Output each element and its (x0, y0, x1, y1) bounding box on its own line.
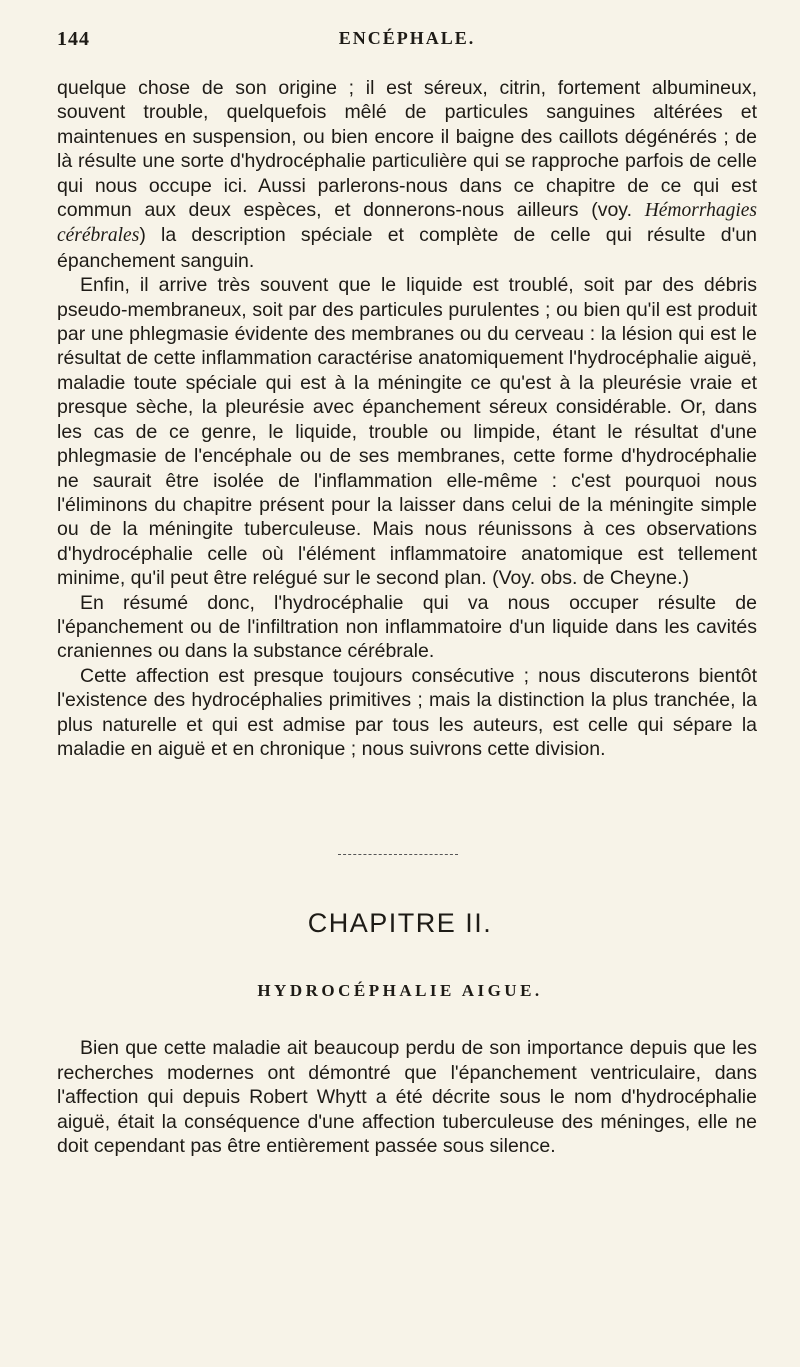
body-text (57, 76, 757, 761)
paragraph-3: En résumé donc, l'hydrocéphalie qui va nous occuper résulte de l'épanchement ou de l'infiltration non inflammatoire d'un liquide dans les cavités craniennes ou dans la substance cérébrale. (57, 591, 757, 663)
section-title: ENCÉPHALE. (338, 28, 476, 48)
running-head (57, 28, 757, 58)
paragraph-4: Cette affection est presque toujours consécutive ; nous discuterons bientôt l'existence des hydrocéphalies primitives ; mais la distinction la plus tranchée, la plus naturelle et qui est admise par tous les auteurs, est celle qui sépare la maladie en aiguë et en chronique ; nous suivrons cette division. (57, 664, 757, 760)
chapter-paragraph-1: Bien que cette maladie ait beaucoup perdu de son importance depuis que les recherches modernes ont démontré que l'épanchement ventriculaire, dans l'affection qui depuis Robert Whytt a été décrite sous le nom d'hydrocéphalie aiguë, était la conséquence d'une affection tuberculeuse des méninges, elle ne doit cependant pas être entièrement passée sous silence. (57, 1037, 757, 1158)
chapter-body (57, 1036, 757, 1159)
chapter-subtitle: HYDROCÉPHALIE AIGUE. (257, 981, 543, 1000)
paragraph-1-text-a: quelque chose de son origine ; il est séreux, citrin, fortement albumineux, souvent trouble, quelquefois mêlé de particules sanguines altérées et maintenues en suspension, ou bien encore il baigne des caillots dégénérés ; de là résulte une sorte d'hydrocéphalie particulière qui se rapproche parfois de celle qui nous occupe ici. Aussi parlerons-nous dans ce chapitre de ce qui est commun aux deux espèces, et donnerons-nous ailleurs (voy. (57, 77, 757, 222)
paragraph-1-text-b: ) la description spéciale et complète de celle qui résulte d'un épanchement sanguin. (57, 224, 757, 272)
page-number: 144 (57, 28, 90, 50)
paragraph-1 (57, 76, 757, 273)
chapter-title: CHAPITRE II. (307, 908, 493, 938)
paragraph-2: Enfin, il arrive très souvent que le liquide est troublé, soit par des débris pseudo-membraneux, soit par des particules purulentes ; ou bien qu'il est produit par une phlegmasie évidente des membranes ou du cerveau : la lésion qui est le résultat de cette inflammation caractérise anatomiquement l'hydrocéphalie aiguë, maladie toute spéciale qui est à la méningite ce qu'est à la pleurésie vraie et presque sèche, la pleurésie avec épanchement séreux considérable. Or, dans les cas de ce genre, le liquide, trouble ou limpide, étant le résultat d'une phlegmasie de l'encéphale ou de ses membranes, cette forme d'hydrocéphalie ne saurait être isolée de l'inflammation elle-même : c'est pourquoi nous l'éliminons du chapitre présent pour la laisser dans celui de la méningite simple ou de la méningite tuberculeuse. Mais nous réunissons à ces observations d'hydrocéphalie celle où l'élément inflammatoire anatomique est tellement minime, qu'il peut être relégué sur le second plan. (Voy. obs. de Cheyne.) (57, 274, 757, 590)
section-divider (338, 854, 458, 855)
paragraph-1-italic-reference: Hémorrhagies cérébrales (57, 200, 757, 247)
